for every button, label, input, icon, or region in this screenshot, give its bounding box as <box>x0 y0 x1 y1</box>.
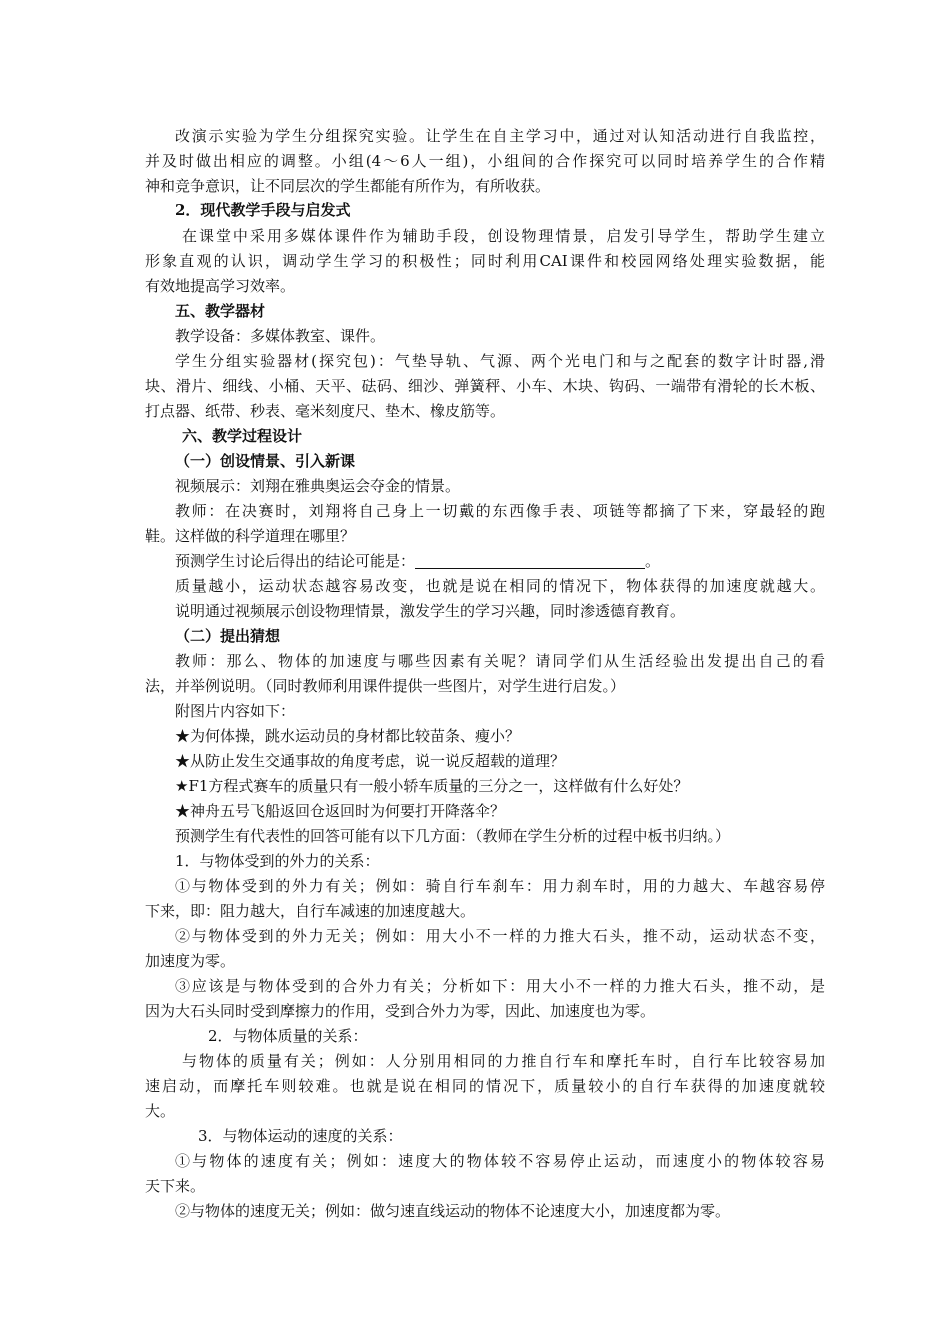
list-item: ★为何体操，跳水运动员的身材都比较苗条、瘦小？ <box>175 727 521 745</box>
paragraph-line: 质量越小，运动状态越容易改变，也就是说在相同的情况下，物体获得的加速度就越大。 <box>175 577 825 595</box>
numbered-heading: 1．与物体受到的外力的关系： <box>175 852 380 870</box>
paragraph-line: 教师：在决赛时，刘翔将自己身上一切戴的东西像手表、项链等都摘了下来，穿最轻的跑 <box>175 502 825 520</box>
subsection-heading: （二）提出猜想 <box>175 627 281 645</box>
paragraph-line: 教学设备：多媒体教室、课件。 <box>175 327 386 345</box>
paragraph-line: 加速度为零。 <box>145 952 236 970</box>
paragraph-line: 打点器、纸带、秒表、毫米刻度尺、垫木、橡皮筋等。 <box>145 402 506 420</box>
list-item: ★F1方程式赛车的质量只有一般小轿车质量的三分之一，这样做有什么好处？ <box>175 777 689 795</box>
answer-blank <box>415 553 645 569</box>
paragraph-line: 视频展示：刘翔在雅典奥运会夺金的情景。 <box>175 477 461 495</box>
paragraph-line: 法，并举例说明。（同时教师利用课件提供一些图片，对学生进行启发。） <box>145 677 626 695</box>
paragraph-line: 在课堂中采用多媒体课件作为辅助手段，创设物理情景，启发引导学生，帮助学生建立 <box>182 227 825 245</box>
paragraph-line: 块、滑片、细线、小桶、天平、砝码、细沙、弹簧秤、小车、木块、钩码、一端带有滑轮的长木板、 <box>145 377 825 395</box>
paragraph-line: 改演示实验为学生分组探究实验。让学生在自主学习中，通过对认知活动进行自我监控， <box>175 127 825 145</box>
subsection-heading: （一）创设情景、引入新课 <box>175 452 356 470</box>
paragraph-line: ②与物体的速度无关；例如：做匀速直线运动的物体不论速度大小，加速度都为零。 <box>175 1202 731 1220</box>
section-heading: 五、教学器材 <box>175 302 266 320</box>
section-heading: 2．现代教学手段与启发式 <box>175 201 351 219</box>
section-heading: 六、教学过程设计 <box>182 427 303 445</box>
paragraph-line: 鞋。这样做的科学道理在哪里？ <box>145 527 356 545</box>
paragraph-line: 说明通过视频展示创设物理情景，激发学生的学习兴趣，同时渗透德育教育。 <box>175 602 686 620</box>
paragraph-line: ③应该是与物体受到的合外力有关；分析如下：用大小不一样的力推大石头，推不动，是 <box>175 977 825 995</box>
paragraph-line: 学生分组实验器材(探究包)：气垫导轨、气源、两个光电门和与之配套的数字计时器,滑 <box>175 352 825 370</box>
paragraph-line: 形象直观的认识，调动学生学习的积极性；同时利用CAI课件和校园网络处理实验数据，能 <box>145 252 825 270</box>
paragraph-line: 与物体的质量有关；例如：人分别用相同的力推自行车和摩托车时，自行车比较容易加 <box>182 1052 825 1070</box>
paragraph-line <box>175 549 855 573</box>
paragraph-line: ①与物体受到的外力有关；例如：骑自行车刹车：用力刹车时，用的力越大、车越容易停 <box>175 877 825 895</box>
paragraph-line: 速启动，而摩托车则较难。也就是说在相同的情况下，质量较小的自行车获得的加速度就较 <box>145 1077 825 1095</box>
numbered-heading: 3．与物体运动的速度的关系： <box>198 1127 403 1145</box>
paragraph-line: 天下来。 <box>145 1177 206 1195</box>
paragraph-line: 教师：那么、物体的加速度与哪些因素有关呢？请同学们从生活经验出发提出自己的看 <box>175 652 825 670</box>
paragraph-line: 并及时做出相应的调整。小组(4～6人一组)，小组间的合作探究可以同时培养学生的合作精 <box>145 152 825 170</box>
blank-end-punctuation: 。 <box>645 552 661 570</box>
list-item: ★从防止发生交通事故的角度考虑，说一说反超载的道理？ <box>175 752 566 770</box>
paragraph-line: 下来，即：阻力越大，自行车减速的加速度越大。 <box>145 902 476 920</box>
paragraph-line: ②与物体受到的外力无关；例如：用大小不一样的力推大石头，推不动，运动状态不变， <box>175 927 825 945</box>
paragraph-line: 有效地提高学习效率。 <box>145 277 296 295</box>
paragraph-line: 附图片内容如下： <box>175 702 296 720</box>
paragraph-line: 因为大石头同时受到摩擦力的作用，受到合外力为零，因此、加速度也为零。 <box>145 1002 656 1020</box>
list-item: ★神舟五号飞船返回仓返回时为何要打开降落伞？ <box>175 802 506 820</box>
prompt-text: 预测学生讨论后得出的结论可能是： <box>175 552 416 570</box>
paragraph-line: 预测学生有代表性的回答可能有以下几方面：（教师在学生分析的过程中板书归纳。） <box>175 827 731 845</box>
paragraph-line: 大。 <box>145 1102 176 1120</box>
paragraph-line: ①与物体的速度有关；例如：速度大的物体较不容易停止运动，而速度小的物体较容易 <box>175 1152 825 1170</box>
numbered-heading: 2．与物体质量的关系： <box>208 1027 368 1045</box>
paragraph-line: 神和竞争意识，让不同层次的学生都能有所作为，有所收获。 <box>145 177 551 195</box>
